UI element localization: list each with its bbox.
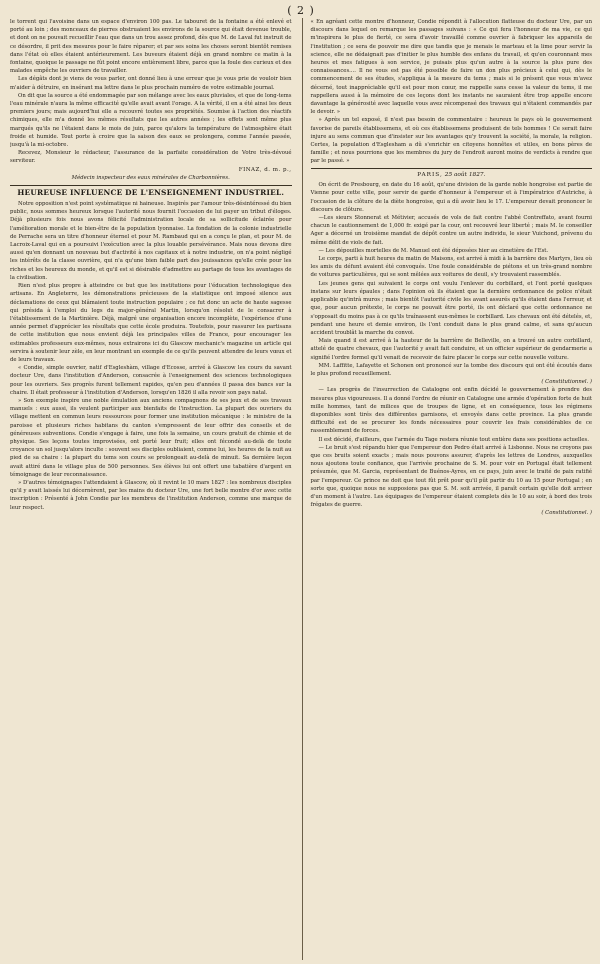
- paragraph-fountain-damage: le torrent qui l'avoisine dans un espace d'environ 100 pas. Le tabouret de la fontaine a été enlevé et porté au loin ; des monceaux de pierres obstruaient les environs de la source qui était devenue trouble, et dont on ne pouvait recueillir l'eau que dans un trou assez profond, dès que M. de Laval fut instruit de ce désordre, il prit des mesures pour le faire réparer; et par ses soins les choses seront bientôt remises dans l'état où elles étaient antérieurement. Les buveurs étaient déjà en grand nombre ce matin à la fontaine, quoique le passage ne fût point encore entièrement libre, parce que la foule des curieux et des malades empêche les ouvriers de travailler.: [10, 19, 292, 75]
- article-headline: HEUREUSE INFLUENCE DE L'ENSEIGNEMENT INDUSTRIEL.: [10, 185, 292, 198]
- paragraph-commentary: » Après un tel exposé, il n'est pas besoin de commentaire : heureux le pays où le gouvernement favorise de pareils établissemens, et où ces établissemens produisent de tels hommes ! Ce serait faire injure au sens commun que d'insister sur les avantages qu'y trouvent la société, la morale, la religion. Certes, la population d'Esglesham a dû s'enrichir en citoyens honnêtes et utiles, en bons pères de famille ; et nous pourrions que les membres du jury de l'endroit auront moins de verdicts à rendre que par le passé. »: [310, 117, 592, 165]
- paragraph-young-men: Les jeunes gens qui suivaient le corps ont voulu l'enlever du corbillard, et l'ont porté quelques instans sur leurs épaules ; dans l'opinion où ils étaient que la dernière ordonnance de police n'était applicable qu'intrà muros ; mais bientôt l'autorité civile les avant assurés qu'ils étaient dans l'erreur, et que, pour aucun prétexte, le corps ne pouvait être porté, ils ont déclaré que cette ordonnance ne s'opposait du moins pas à ce qu'ils traînassent eux-mêmes le corbillard. Les chevaux ont été dételés, et, pendant une heure et demie environ, ils l'ont conduit dans le plus grand calme, et sans qu'aucun accident troublât la marche du convoi.: [310, 280, 592, 336]
- paragraph-funeral-procession: Le corps, parti à huit heures du matin de Maisons, est arrivé à midi à la barrière des Martyrs, lieu où les amis du défunt avaient été convoqués. Une foule considérable de piétons et un très-grand nombre de voitures particulières, qui se sont mêlées aux voitures de deuil, s'y trouvaient rassemblés.: [310, 256, 592, 279]
- dateline-city: PARIS,: [417, 171, 443, 178]
- paragraph-technological-education: Rien n'est plus propre à atteindre ce but que les institutions pour l'éducation technologique des artisans. En Angleterre, les démonstrations précieuses de la statistique ont imposé silence aux déclamations de ceux qui blâmaient toute instruction populaire ; ce fut donc un acte de haute sagesse qui présida à l'emploi du legs du major-général Martin, lorsqu'on résolut de le consacrer à l'établissement de la Martinière. Déjà, malgré une organisation encore incomplète, l'expérience d'une année permet d'apprécier les résultats que cette école produira. Toutefois, pour rassurer les partisans de cette institution que nous envient déjà les principales villes de France, pour encourager les estimables professeurs eux-mêmes, nous extrairons ici du Glascow mechanic's magazine un article qui servira à soutenir leur zèle, en leur montrant un exemple de ce qu'ils peuvent attendre de leurs vœux et de leurs travaux.: [10, 283, 292, 363]
- paragraph-speeches: MM. Laffitte, Lafayette et Schonen ont prononcé sur la tombe des discours qui ont été écoutés dans le plus profond recueillement.: [310, 362, 592, 377]
- source-constitutionnel: ( Constitutionnel. ): [541, 379, 592, 386]
- paragraph-stonnerat-trial: —Les sieurs Stonnerat et Métivier, accusés de vols de fait contre l'abbé Contreffato, avant fourni chacun le cautionnement de 1,000 fr. exigé par la cour, ont recouvré leur liberté ; mais M. le conseiller Ager a décerné un troisième mandat de dépôt contre un autre individu, le sieur Vuichond, prévenu du même délit de viols de fait.: [310, 215, 592, 246]
- dateline: [311, 168, 593, 180]
- source-constitutionnel-2: ( Constitutionnel. ): [541, 510, 592, 517]
- columns: [10, 18, 592, 960]
- left-column: [10, 18, 292, 960]
- paragraph-closing-salutation: Recevez, Monsieur le rédacteur, l'assurance de la parfaite considération de Votre très-dévoué serviteur.: [10, 150, 292, 165]
- paragraph-belleville-barrier: Mais quand il est arrivé à la hauteur de la barrière de Belleville, on a trouvé un autre corbillard, attelé de quatre chevaux, que l'autorité y avait fait conduire, et un officier supérieur de gendarmerie a signifié l'ordre formel qu'il venait de recevoir de faire placer le corps sur cette nouvelle voiture.: [310, 338, 592, 361]
- paragraph-presbourg: On écrit de Presbourg, en date du 16 août, qu'une division de la garde noble hongroise est partie de Vienne pour cette ville, pour servir de garde d'honneur à l'empereur et à l'impératrice d'Autriche, à l'occasion de la clôture de la diète hongroise, qui a dû avoir lieu le 17. L'empereur devait prononcer le discours de clôture.: [310, 182, 592, 213]
- page-number: ( 2 ): [287, 4, 315, 17]
- right-column: [302, 18, 593, 960]
- paragraph-condie-biography: « Condie, simple ouvrier, natif d'Esgleshàm, village d'Ecosse, arrivé à Glascow les cours du savant docteur Ure, dans l'institution d'Anderson, consacrée à l'enseignement des sciences technologiques pour les ouvriers. Ses progrès furent tellement rapides, qu'en peu d'années il passa des bancs sur la chaire. Il était professeur à l'institution d'Anderson, lorsqu'en 1826 il alla revoir son pays natal.: [10, 365, 292, 396]
- paragraph-tagus-army: Il est décidé, d'ailleurs, que l'armée du Tage restera réunie tout entière dans ses positions actuelles.: [318, 436, 589, 443]
- paragraph-catalonia: — Les progrès de l'insurrection de Catalogne ont enfin décidé le gouvernement à prendre des mesures plus vigoureuses. Il a donné l'ordre de réunir en Catalogne une armée d'opération forte de huit mille hommes, tant de milices que de troupes de ligne, et en conséquence, tous les régimens disponibles sont tirés des différentes garnisons, et envoyés dans cette province. La plus grande difficulté est de se procurer les fonds nécessaires pour couvrir les frais considérables de ce rassemblement de forces.: [310, 387, 592, 435]
- paragraph-error-correction: Les dégâts dont je viens de vous parler, ont donné lieu à une erreur que je vous prie de vouloir bien m'aider à détruire, en insérant ma lettre dans le plus prochain numéro de votre estimable journal.: [10, 76, 292, 91]
- paragraph-source-quality: On dit que la source a été endommagée par son mélange avec les eaux pluviales, et que de long-tems l'eau minérale n'aura la même efficacité qu'elle avait avant l'orage. A la vérité, il en a été ainsi les deux premiers jours; mais aujourd'hui elle a recouvré toutes ses propriétés. Soumise à l'action des réactifs chimiques, elle m'a donné les mêmes résultats que les autres années ; les effets sont même plus marqués qu'ils ne l'étaient dans le mois de juin, parce qu'alors la température de l'atmosphère était froide et humide. Tout porte à croire que la saison des eaux se prolongera, comme l'année passée, jusqu'à la mi-octobre.: [10, 92, 292, 149]
- paragraph-opposition: Notre opposition n'est point systématique ni haineuse. Inspirés par l'amour très-désintéressé du bien public, nous sommes heureux lorsque l'autorité nous fournit l'occasion de lui payer un tribut d'éloges. Déjà plusieurs fois nous avons félicité l'administration locale de sa sollicitude éclairée pour l'amélioration morale et le bien-être de la population lyonnaise. La fondation de la colonie industrielle de Perrache sera un titre d'honneur éternel et pour M. Rambaud qui en a conçu le plan, et pour M. de Lacroix-Laval qui en a poursuivi l'exécution avec la plus louable persévérance. Mais nous devons dire aussi qu'en donnant un nouveau but d'activité à nos capitaux et à notre industrie, on n'a point négligé les intérêts de la classe ouvrière, qui n'a qu'une bien faible part des jouissances qu'elle crée pour les riches et les heureux du monde, et qu'il est si désirable d'admettre au partage de tous les avantages de la civilisation.: [10, 201, 292, 281]
- dateline-date: 25 août 1827.: [444, 171, 486, 178]
- paragraph-condie-watch: » D'autres témoignages l'attendaient à Glascow, où il revint le 10 mars 1827 : les nombreux disciples qu'il y avait laissés lui décernèrent, par les mains du docteur Ure, une fort belle montre d'or avec cette inscription : Présenté à John Condie par les membres de l'institution Anderson, comme une marque de leur respect.: [10, 479, 292, 511]
- paragraph-condie-example: » Son exemple inspire une noble émulation aux anciens compagnons de ses jeux et de ses travaux manuels : eux aussi, ils veulent participer aux bienfaits de l'instruction. La plupart des ouvriers du village mettent en commun leurs ressources pour former une institution mécanique : le ministre de la paroisse et plusieurs riches habitans du canton s'empressent de leur offrir des conseils et de généreuses subventions. Condie s'engage à faire, une fois la semaine, un cours gratuit de chimie et de physique. Ses leçons toutes improvisées, ont porté leur fruit; elles ont fécondé au-delà de toute croyance un sol jusqu'alors inculte : souvent ses disciples oubliaient, comme lui, les heures de la nuit au pied de sa chaire : la plupart du tems son cours se prolongeait au-delà de minuit. Sa dernière leçon avait attiré dans le village plus de 500 personnes. Ses élèves lui ont offert une tabatière d'argent en témoignage de leur reconnaissance.: [10, 397, 292, 478]
- signatory-role: Médecin inspecteur des eaux minérales de Charbonnières.: [71, 174, 230, 181]
- paragraph-manuel-remains: — Les dépouilles mortelles de M. Manuel ont été déposées hier au cimetière de l'Est.: [318, 247, 549, 254]
- paragraph-don-pedro: — Le bruit s'est répandu hier que l'empereur don Pedro était arrivé à Lisbonne. Nous ne croyons pas que ces bruits soient exacts ; mais nous pouvons assurer, d'après les lettres de Londres, auxquelles nous ajoutons toute confiance, que l'arrivée prochaine de S. M. pour voir en Portugal était tellement présumée, que M. Garcia, représentant de Buénos-Ayres, en ce pays, juin avec le traité de paix ratifié par l'empereur. Ce prince ne doit que tout fût prêt pour qu'il pût partir du 10 au 15 pour Portugal ; en sorte que, quoique nous ne supposions pas que S. M. soit arrivée, il paraît certain qu'elle doit arriver d'un moment à l'autre. Les équipages de l'empereur étaient complets dès le 10 au soir, à bord des trois frégates de guerre.: [310, 444, 592, 509]
- letter-signature: FINAZ, d. m. p.,: [238, 166, 292, 173]
- paragraph-condie-speech: « En agréant cette montre d'honneur, Condie répondit à l'allocution flatteuse du docteur Ure, par un discours dans lequel on remarque les passages suivans : « Ce qui fera l'honneur de ma vie, ce qui m'inspirera le plus de fierté, ce sera d'avoir travaillé comme ouvrier à fabriquer les appareils de l'institution ; ce sera de pouvoir me dire que tandis que je menais le marteau et la lime pour servir la science, elle ne dédaignait pas d'initier le plus humble des enfans du travail, et qu'en couronnant mes heures et mes fatigues à son service, je puisais plus qu'un autre à la source la plus pure des connaissances.... Il ne vous est pas été possible de faire un don plus précieux à celui qui, dès le commencement de ses études, s'appliqua à la mesure du tems ; mais si le présent que vous m'avez décerné, tout inappréciable qu'il est pour mon cœur, me rappelle sans cesse la valeur du tems, il me rappellera aussi à la mémoire de ces leçons dont les instants ne sauraient être trop appelle encore davantage la générosité avec laquelle vous avez récompensé des travaux qui n'étaient commandés par le devoir. »: [310, 19, 592, 116]
